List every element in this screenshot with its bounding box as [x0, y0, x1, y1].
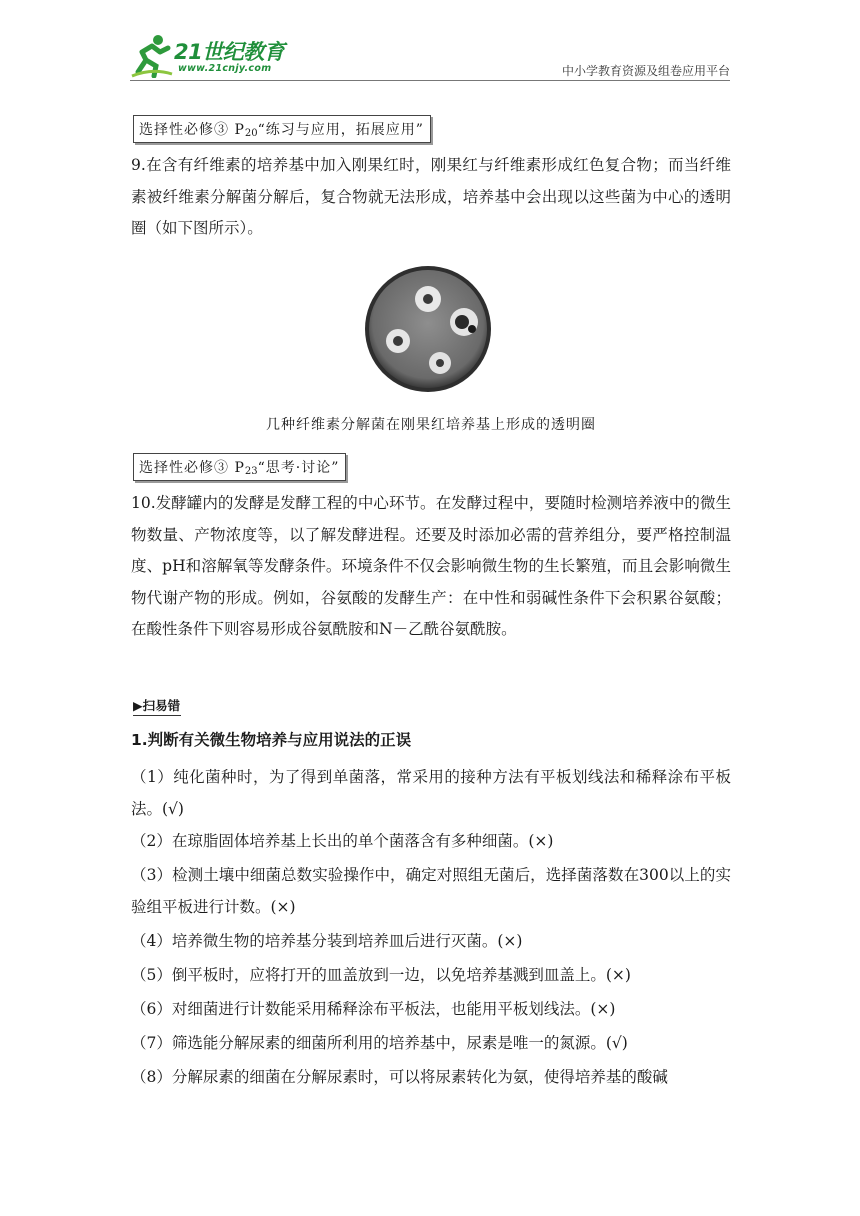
- site-logo: [130, 32, 300, 80]
- question-heading: 1.判断有关微生物培养与应用说法的正误: [131, 731, 412, 749]
- tag-page-number: 20: [244, 128, 258, 139]
- header-divider: [130, 80, 730, 81]
- textbook-reference-tag: [133, 453, 346, 481]
- section-marker-underline: [133, 715, 181, 716]
- section-marker: ▶扫易错: [133, 698, 181, 713]
- petri-dish-image: [364, 265, 492, 393]
- statement-item: （7）筛选能分解尿素的细菌所利用的培养基中，尿素是唯一的氮源。(√): [131, 1034, 628, 1052]
- statement-item: （6）对细菌进行计数能采用稀释涂布平板法，也能用平板划线法。(×): [131, 1000, 616, 1018]
- tag-suffix: “练习与应用，拓展应用”: [257, 122, 424, 138]
- tag-prefix: 选择性必修③ P: [139, 122, 245, 138]
- item-9-text: 9.在含有纤维素的培养基中加入刚果红时，刚果红与纤维素形成红色复合物；而当纤维素被纤维素分解菌分解后，复合物就无法形成，培养基中会出现以这些菌为中心的透明圈（如下图所示）。: [131, 156, 731, 237]
- statement-item: （2）在琼脂固体培养基上长出的单个菌落含有多种细菌。(×): [131, 832, 554, 850]
- statement-item: （1）纯化菌种时，为了得到单菌落，常采用的接种方法有平板划线法和稀释涂布平板法。(√): [131, 768, 731, 818]
- runner-icon: [130, 32, 174, 78]
- tag-page-number: 23: [244, 466, 258, 477]
- tag-suffix: “思考·讨论”: [257, 460, 340, 476]
- logo-url: www.21cnjy.com: [178, 63, 272, 74]
- logo-text: 21世纪教育: [174, 40, 285, 64]
- statement-item: （4）培养微生物的培养基分装到培养皿后进行灭菌。(×): [131, 932, 523, 950]
- item-10-text: 10.发酵罐内的发酵是发酵工程的中心环节。在发酵过程中，要随时检测培养液中的微生物数量、产物浓度等，以了解发酵进程。还要及时添加必需的营养组分，要严格控制温度、pH和溶解氧等发酵条件。环境条件不仅会影响微生物的生长繁殖，而且会影响微生物代谢产物的形成。例如，谷氨酸的发酵生产：在中性和弱碱性条件下会积累谷氨酸；在酸性条件下则容易形成谷氨酰胺和N－乙酰谷氨酰胺。: [131, 494, 731, 638]
- statement-item: （8）分解尿素的细菌在分解尿素时，可以将尿素转化为氨，使得培养基的酸碱: [131, 1068, 668, 1086]
- page-header: [130, 32, 730, 82]
- statement-item: （5）倒平板时，应将打开的皿盖放到一边，以免培养基溅到皿盖上。(×): [131, 966, 631, 984]
- statement-item: （3）检测土壤中细菌总数实验操作中，确定对照组无菌后，选择菌落数在300以上的实验组平板进行计数。(×): [131, 866, 731, 916]
- platform-name: 中小学教育资源及组卷应用平台: [561, 64, 730, 78]
- figure-caption: 几种纤维素分解菌在刚果红培养基上形成的透明圈: [266, 417, 596, 433]
- textbook-reference-tag: [133, 115, 431, 143]
- tag-prefix: 选择性必修③ P: [139, 460, 245, 476]
